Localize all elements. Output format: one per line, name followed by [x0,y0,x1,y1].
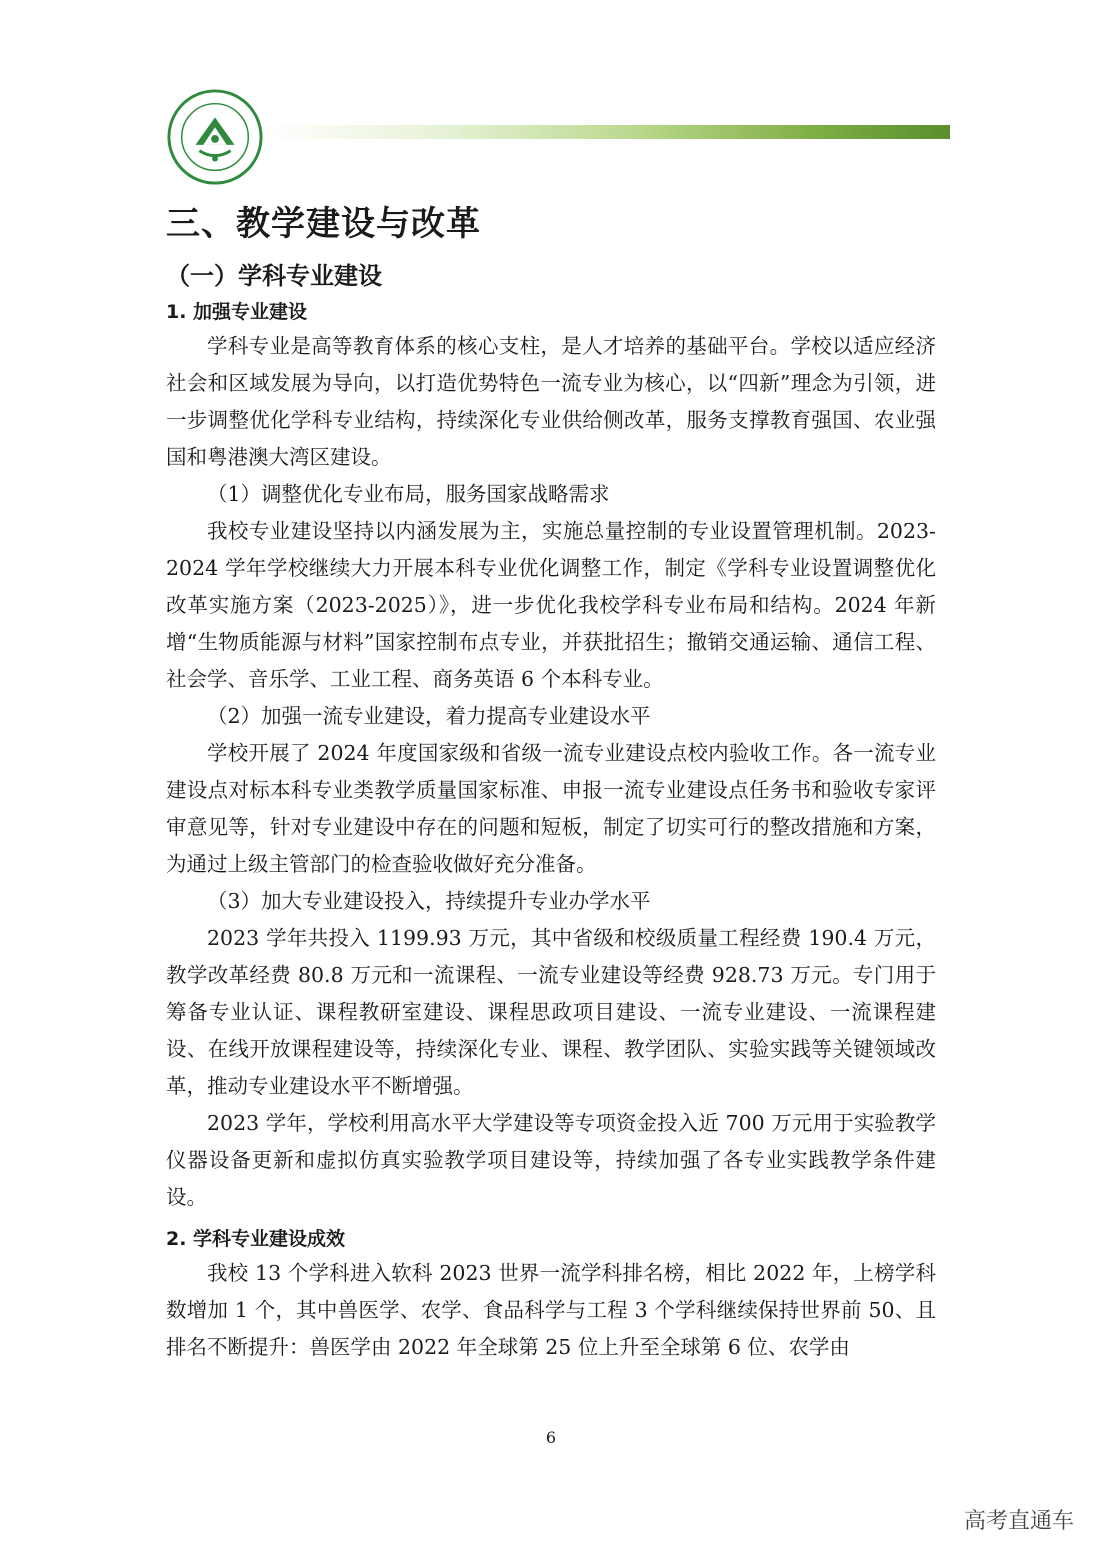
paragraph: 学校开展了 2024 年度国家级和省级一流专业建设点校内验收工作。各一流专业建设点对标本科专业类教学质量国家标准、申报一流专业建设点任务书和验收专家评审意见等，针对专业建设中存在的问题和短板，制定了切实可行的整改措施和方案，为通过上级主管部门的检查验收做好充分准备。 [166,741,936,876]
section-title: 三、教学建设与改革 [166,204,481,244]
header-gradient-bar [268,125,950,139]
item-heading: （2）加强一流专业建设，着力提高专业建设水平 [207,704,651,728]
paragraph: 2023 学年，学校利用高水平大学建设等专项资金投入近 700 万元用于实验教学仪器设备更新和虚拟仿真实验教学项目建设等，持续加强了各专业实践教学条件建设。 [166,1111,936,1209]
paragraph: 2023 学年共投入 1199.93 万元，其中省级和校级质量工程经费 190.4 万元，教学改革经费 80.8 万元和一流课程、一流专业建设等经费 928.73 万元。专门用于筹备专业认证、课程教研室建设、课程思政项目建设、一流专业建设、一流课程建设、在线开放课程建设等，持续深化专业、课程、教学团队、实验实践等关键领域改革，推动专业建设水平不断增强。 [166,926,936,1098]
paragraph: 我校 13 个学科进入软科 2023 世界一流学科排名榜，相比 2022 年，上榜学科数增加 1 个，其中兽医学、农学、食品科学与工程 3 个学科继续保持世界前 50、且排名不断提升：兽医学由 2022 年全球第 25 位上升至全球第 6 位、农学由 [166,1261,936,1359]
university-logo [166,88,264,186]
item-heading: （3）加大专业建设投入，持续提升专业办学水平 [207,889,651,913]
part1-body [166,328,936,1216]
page-number: 6 [545,1428,557,1447]
watermark: 高考直通车 [963,1509,1074,1534]
part2-title: 2. 学科专业建设成效 [166,1228,346,1250]
paragraph: 我校专业建设坚持以内涵发展为主，实施总量控制的专业设置管理机制。2023-2024 学年学校继续大力开展本科专业优化调整工作，制定《学科专业设置调整优化改革实施方案（2023-2025）》，进一步优化我校学科专业布局和结构。2024 年新增“生物质能源与材料”国家控制布点专业，并获批招生；撤销交通运输、通信工程、社会学、音乐学、工业工程、商务英语 6 个本科专业。 [166,519,936,691]
item-heading: （1）调整优化专业布局，服务国家战略需求 [207,482,610,506]
part1-title: 1. 加强专业建设 [166,301,308,323]
paragraph: 学科专业是高等教育体系的核心支柱，是人才培养的基础平台。学校以适应经济社会和区域发展为导向，以打造优势特色一流专业为核心，以“四新”理念为引领，进一步调整优化学科专业结构，持续深化专业供给侧改革，服务支撑教育强国、农业强国和粤港澳大湾区建设。 [166,334,936,469]
part2-body [166,1255,936,1366]
page-header [166,88,950,178]
subsection-title: （一）学科专业建设 [166,262,382,290]
